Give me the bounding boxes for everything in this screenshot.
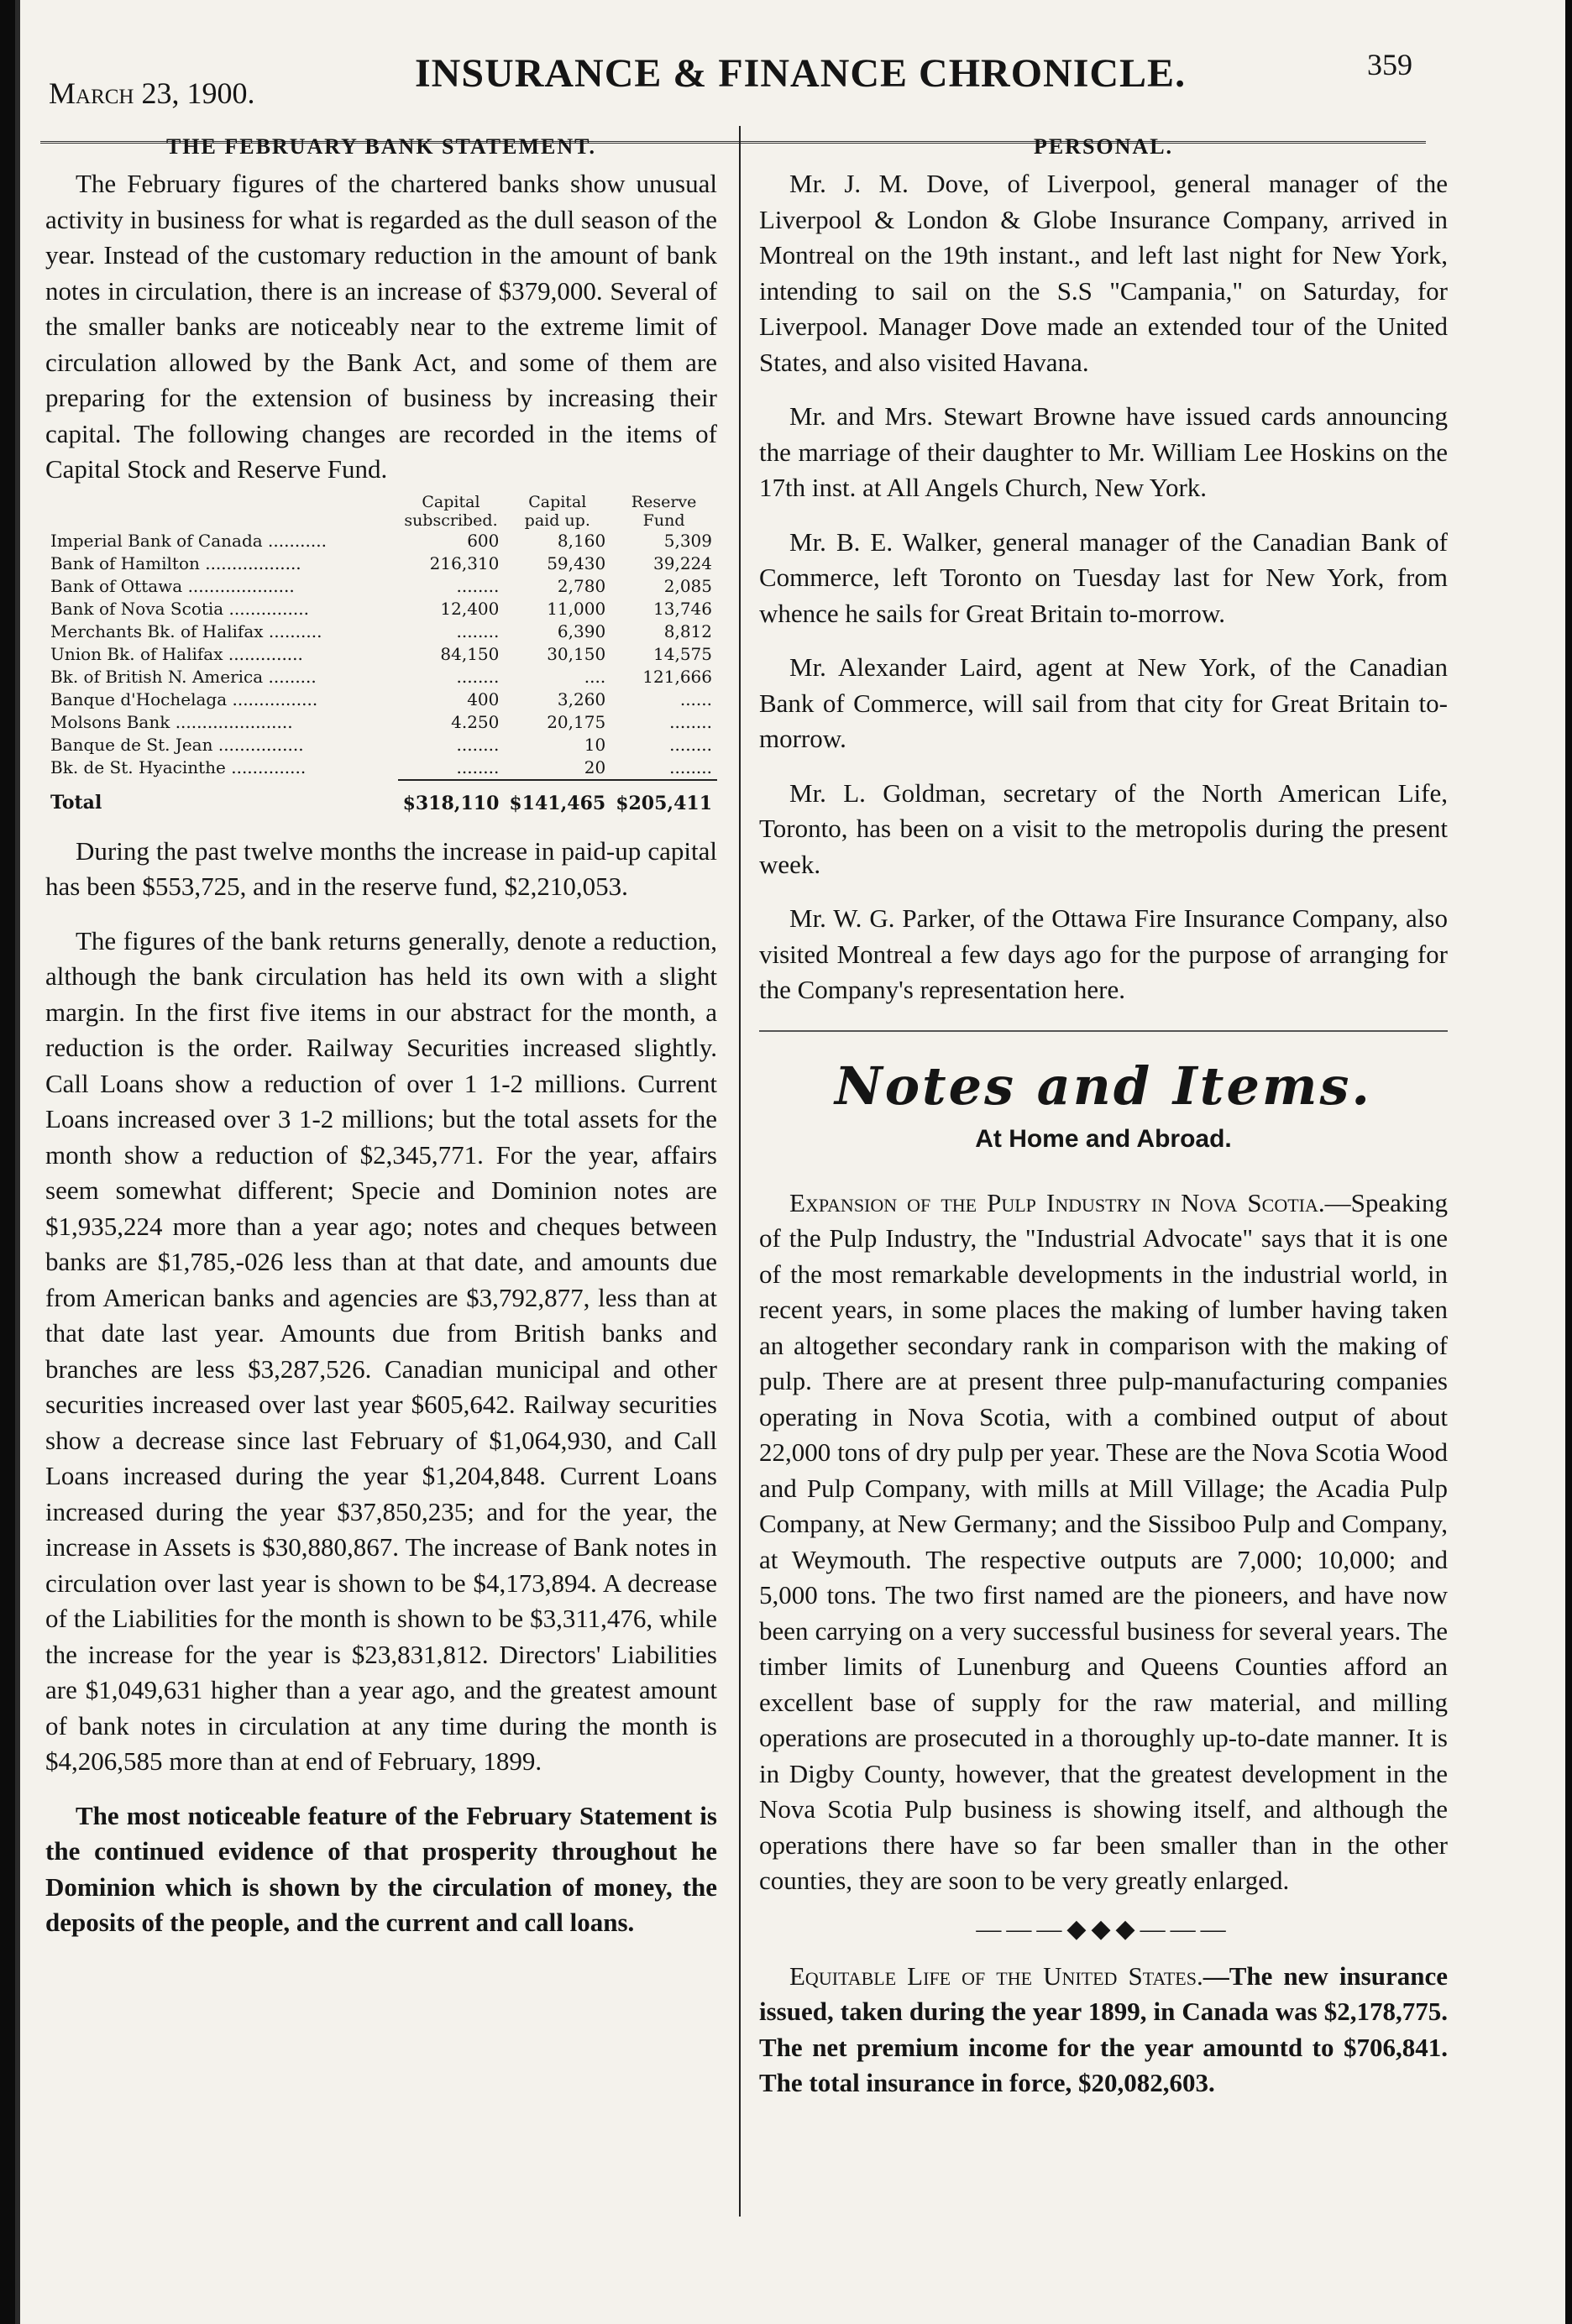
reserve-fund: 39,224 [653,552,712,573]
capital-paid-up: 11,000 [547,598,606,619]
personal-item-walker: Mr. B. E. Walker, general manager of the Canadian Bank of Commerce, left Toronto on Tuesday last for New York, from whence he sails for Great Britain to-morrow. [759,526,1448,628]
capital-paid-up: .... [584,666,606,687]
noticeable-feature-paragraph: The most noticeable feature of the February Statement is the continued evidence of that prosperity throughout he Dominion which is shown by the circulation of money, the deposits of the people, and the current and call loans. [45,1800,717,1937]
page-number: 359 [1367,48,1412,81]
bank-statement-heading: THE FEBRUARY BANK STATEMENT. [165,134,597,159]
bank-name: Merchants Bk. of Halifax .......... [50,620,322,641]
section-rule [759,1030,1448,1032]
capital-subscribed: 600 [467,530,500,551]
capital-subscribed: 4.250 [451,711,500,732]
total-label: Total [50,792,102,814]
bank-name: Bank of Ottawa .................... [50,575,295,596]
table-row [45,598,717,620]
personal-item-laird: Mr. Alexander Laird, agent at New York, of the Canadian Bank of Commerce, will sail from that city for Great Britain to-morrow. [759,652,1448,753]
publication-title: INSURANCE & FINANCE CHRONICLE. [415,51,1187,96]
total-subscribed: $318,110 [398,780,505,815]
table-row [45,756,717,780]
capital-subscribed: 216,310 [429,552,500,573]
equitable-life-body: —The new insurance issued, taken during the year 1899, in Canada was $2,178,775. The net premium income for the year amountd to $706,841. The total insurance in force, $20,082,603. [759,1960,1448,2097]
table-row [45,734,717,756]
table-total-row [45,780,717,815]
pulp-industry-body: —Speaking of the Pulp Industry, the "Industrial Advocate" says that it is one of the most remarkable developments in the industrial world, in recent years, in some places the making of lumber having taken an altogether secondary rank in comparison with the making of pulp. There are at present three pulp-manufacturing companies operating in Nova Scotia, with a combined output of about 22,000 tons of dry pulp per year. These are the Nova Scotia Wood and Pulp Company, with mills at Mill Village; the Acadia Pulp Company, at New Germany; and the Sissiboo Pulp and Company, at Weymouth. The respective outputs are 7,000; 10,000; and 5,000 tons. The two first named are the pioneers, and have now been carrying on a very successful business for several years. The timber limits of Lunenburg and Queens Counties afford an excellent base of supply for the raw material, and milling operations are prosecuted in a thoroughly up-to-date manner. It is in Digby County, however, that the greatest development in the Nova Scotia Pulp business is showing itself, and although the operations there have so far been smaller than in the other counties, they are soon to be very greatly enlarged. [759,1187,1448,1895]
capital-subscribed: ........ [456,666,500,687]
total-paid-up: $141,465 [504,780,610,815]
bank-returns-paragraph: The figures of the bank returns generally, denote a reduction, although the bank circulation has held its own with a slight margin. In the first five items in our abstract for the month, a reduction is the order. Railway Securities increased slightly. Call Loans show a reduction of over 1 1-2 millions. Current Loans increased over 3 1-2 millions; but the total assets for the month show a reduction of $2,345,771. For the year, affairs seem somewhat different; Specie and Dominion notes are $1,935,224 more than a year ago; notes and cheques between banks are $1,785,-026 less than at that date, and amounts due from American banks and agencies are $3,792,877, less than at that date last year. Amounts due from British banks and branches are less $3,287,526. Canadian municipal and other securities increased over last year $605,642. Railway securities show a decrease since last February of $1,064,930, and Call Loans increased during the year $1,204,848. Current Loans increased during the year $37,850,235; and for the year, the increase in Assets is $30,880,867. The increase of Bank notes in circulation over last year is shown to be $4,173,894. A decrease of the Liabilities for the month is shown to be $3,311,476, while the increase for the year is $23,831,812. Directors' Liabilities are $1,049,631 higher than a year ago, and the greatest amount of bank notes in circulation at any time during the month is $4,206,585 more than at end of February, 1899. [45,925,717,1776]
table-header-paid-up: Capital paid up. [524,492,590,530]
capital-changes-table [45,493,717,815]
personal-item-goldman: Mr. L. Goldman, secretary of the North American Life, Toronto, has been on a visit to the metropolis during the present week. [759,777,1448,879]
table-header-subscribed: Capital subscribed. [404,492,498,530]
table-row [45,552,717,575]
reserve-fund: 13,746 [653,598,712,619]
reserve-fund: ........ [669,734,712,755]
bank-name: Imperial Bank of Canada ........... [50,530,327,551]
bank-name: Bk. de St. Hyacinthe .............. [50,757,307,777]
bank-name: Bank of Hamilton .................. [50,552,301,573]
reserve-fund: ........ [669,711,712,732]
capital-subscribed: ........ [456,756,500,777]
issue-date: March 23, 1900. [49,76,255,110]
reserve-fund: 2,085 [663,575,712,596]
capital-subscribed: 12,400 [440,598,500,619]
column-divider [739,126,741,2217]
table-header-bank [45,493,398,530]
bank-name: Molsons Bank ...................... [50,711,293,732]
notes-subtitle: At Home and Abroad. [975,1124,1232,1153]
newspaper-page [15,0,1565,2324]
bank-name: Bank of Nova Scotia ............... [50,598,309,619]
table-body [45,530,717,780]
capital-paid-up: 30,150 [547,643,606,664]
bank-statement-intro: The February figures of the chartered banks show unusual activity in business for what is regarded as the dull season of the year. Instead of the customary reduction in the amount of bank notes in circulation, there is an increase of $379,000. Several of the smaller banks are noticeably near to the extreme limit of circulation allowed by the Bank Act, and some of them are preparing for the extension of business by increasing their capital. The following changes are recorded in the items of Capital Stock and Reserve Fund. [45,169,717,484]
capital-subscribed: 84,150 [440,643,500,664]
pulp-industry-lead: Expansion of the Pulp Industry in Nova Scotia. [789,1187,1325,1217]
personal-item-parker: Mr. W. G. Parker, of the Ottawa Fire Insurance Company, also visited Montreal a few days ago for the purpose of arranging for the Company's representation here. [759,903,1448,1004]
ornament-divider-icon: ———◆◆◆——— [976,1914,1231,1943]
table-row [45,575,717,598]
capital-paid-up: 3,260 [557,688,606,709]
capital-paid-up: 59,430 [547,552,606,573]
page-header [32,42,1426,110]
total-reserve: $205,411 [610,780,717,815]
table-header-reserve: Reserve Fund [631,492,697,530]
capital-paid-up: 20 [584,756,606,777]
capital-subscribed: ........ [456,734,500,755]
table-header-row [45,493,717,530]
personal-item-dove: Mr. J. M. Dove, of Liverpool, general manager of the Liverpool & London & Globe Insurance Company, arrived in Montreal on the 19th instant., and left last night for New York, intending to sail on the S.S "Campania," on Saturday, for Liverpool. Manager Dove made an extended tour of the United States, and also visited Havana. [759,169,1448,377]
pulp-industry-item [759,1186,1448,1899]
capital-subscribed: 400 [467,688,500,709]
reserve-fund: 8,812 [663,620,712,641]
capital-paid-up: 20,175 [547,711,606,732]
table-row [45,620,717,643]
capital-paid-up: 6,390 [557,620,606,641]
table-row [45,643,717,666]
personal-heading: PERSONAL. [1033,134,1174,159]
reserve-fund: 14,575 [653,643,712,664]
reserve-fund: ...... [679,688,712,709]
bank-name: Union Bk. of Halifax .............. [50,643,303,664]
personal-item-browne: Mr. and Mrs. Stewart Browne have issued cards announcing the marriage of their daughter to Mr. William Lee Hoskins on the 17th inst. at All Angels Church, New York. [759,401,1448,502]
table-row [45,666,717,688]
capital-paid-up: 2,780 [557,575,606,596]
capital-subscribed: ........ [456,575,500,596]
reserve-fund: 5,309 [663,530,712,551]
reserve-fund: 121,666 [642,666,712,687]
table-row [45,530,717,552]
paid-up-capital-paragraph: During the past twelve months the increase in paid-up capital has been $553,725, and in the reserve fund, $2,210,053. [45,835,717,901]
table-row [45,688,717,711]
notes-and-items-title: Notes and Items. [835,1055,1372,1117]
equitable-life-item [759,1959,1448,2102]
bank-name: Banque d'Hochelaga ................ [50,688,318,709]
reserve-fund: ........ [669,756,712,777]
equitable-life-lead: Equitable Life of the United States. [789,1960,1203,1991]
capital-subscribed: ........ [456,620,500,641]
capital-paid-up: 8,160 [557,530,606,551]
right-column [759,126,1448,2102]
left-column [45,126,717,1941]
bank-name: Bk. of British N. America ......... [50,666,317,687]
capital-paid-up: 10 [584,734,606,755]
table-row [45,711,717,734]
bank-name: Banque de St. Jean ................ [50,734,304,755]
